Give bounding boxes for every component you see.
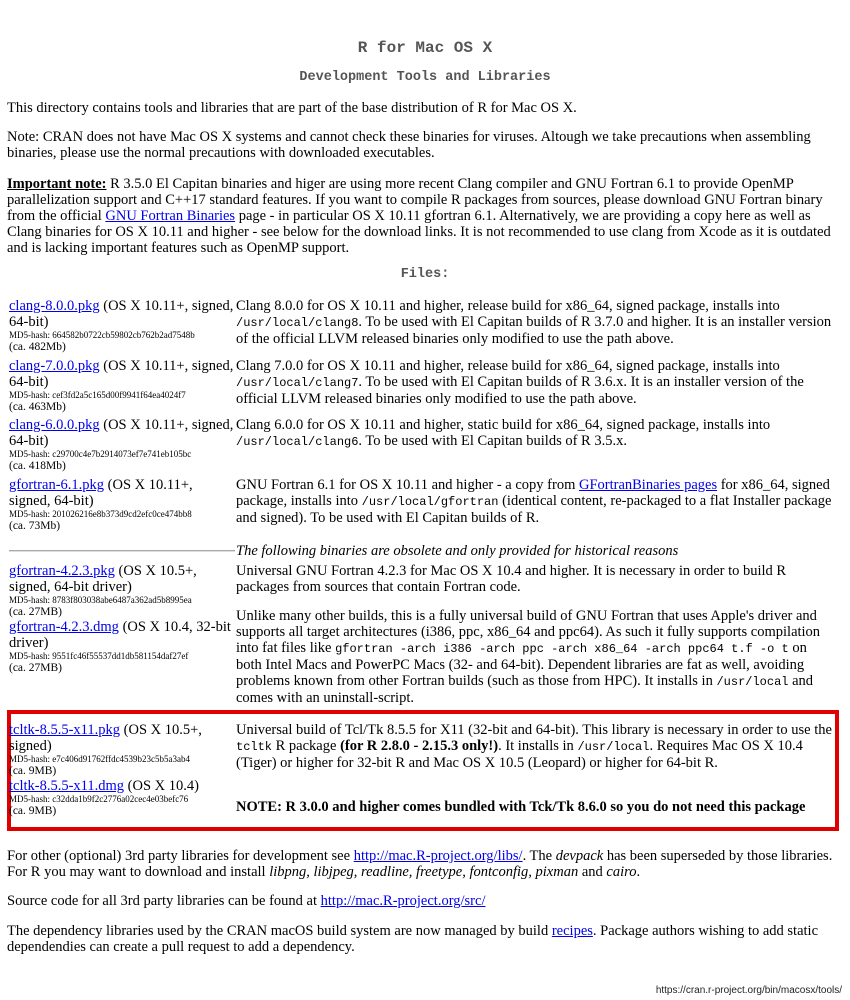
file-size: (ca. 463Mb): [9, 401, 66, 413]
libs-list: libpng, libjpeg, readline, freetype, fontconfig, pixman: [269, 864, 579, 880]
md5-hash: MD5-hash: 8783f803038abe6487a362ad5b8995ea: [9, 595, 192, 605]
md5-hash: MD5-hash: e7c406d91762ffdc4539b23c5b5a3ab4: [9, 754, 191, 764]
file-entry: [9, 358, 235, 414]
files-heading: Files:: [400, 267, 450, 282]
important-text: R 3.5.0 El Capitan binaries and higer are using more recent Clang compiler and GNU Fortran 6.1 to provide OpenMP parallelization support and C++17 standard features. If you want to compile R packages from sources, please download GNU Fortran binary from the official: [7, 176, 823, 224]
file-description: [236, 358, 836, 407]
tcltk-note-text: NOTE: R 3.0.0 and higher comes bundled with Tck/Tk 8.6.0 so you do not need this package: [236, 799, 806, 815]
file-meta: (OS X 10.4, 32-bit driver): [9, 619, 231, 651]
file-description: [236, 298, 836, 347]
md5-hash: MD5-hash: 9551fc46f55537dd1db581154daf27ef: [9, 651, 189, 661]
important-note: [7, 176, 843, 256]
file-link-gfortran-6-1[interactable]: gfortran-6.1.pkg: [9, 477, 105, 493]
file-entry: [9, 778, 235, 818]
cairo-text: cairo: [606, 864, 637, 880]
src-link[interactable]: http://mac.R-project.org/src/: [320, 893, 486, 909]
file-link-gfortran-4-2-3-dmg[interactable]: gfortran-4.2.3.dmg: [9, 619, 119, 635]
desc-text-2: on both Intel Macs and PowerPC Macs (32- and 64-bit). Dependent libraries are fat as well, avoiding problems known from other Fortran builds (such as those from HPC). It installs in: [236, 640, 807, 689]
file-meta: (OS X 10.11+, signed, 64-bit): [9, 358, 234, 390]
file-size: (ca. 27MB): [9, 606, 63, 618]
intro-text: This directory contains tools and libraries that are part of the base distribution of R for Mac OS X.: [7, 100, 577, 116]
install-path: /usr/local/clang6: [236, 435, 359, 449]
file-meta: (OS X 10.5+, signed, 64-bit driver): [9, 563, 197, 595]
file-link-clang-6[interactable]: clang-6.0.0.pkg: [9, 417, 100, 433]
obsolete-note-text: The following binaries are obsolete and only provided for historical reasons: [236, 543, 679, 559]
file-link-clang-7[interactable]: clang-7.0.0.pkg: [9, 358, 100, 374]
desc-text: GNU Fortran 6.1 for OS X 10.11 and higher - a copy from: [236, 477, 579, 493]
tcltk-note: [236, 799, 836, 815]
page-title: R for Mac OS X: [357, 39, 493, 57]
file-entry: [9, 722, 235, 778]
other-text-5: .: [636, 864, 641, 880]
file-link-clang-8[interactable]: clang-8.0.0.pkg: [9, 298, 100, 314]
libs-link[interactable]: http://mac.R-project.org/libs/: [353, 848, 523, 864]
md5-hash: MD5-hash: c29700c4e7b2914073ef7e741eb105bc: [9, 449, 192, 459]
desc-text-1b: for x86_64, signed package, installs into: [236, 477, 830, 509]
file-size: (ca. 482Mb): [9, 341, 66, 353]
file-meta: (OS X 10.5+, signed): [9, 722, 202, 754]
compile-command: gfortran -arch i386 -arch ppc -arch x86_64 -arch ppc64 t.f -o t: [335, 642, 789, 656]
desc-text: Universal GNU Fortran 4.2.3 for Mac OS X 10.4 and higher. It is necessary in order to build R packages from sources that contain Fortran code.: [236, 563, 787, 595]
deps-text-2: . Package authors wishing to add static dependendies can create a pull request to add a dependency.: [7, 923, 819, 955]
version-range: (for R 2.8.0 - 2.15.3 only!): [340, 738, 499, 754]
file-entry: [9, 563, 235, 619]
file-meta: (OS X 10.11+, signed, 64-bit): [9, 417, 234, 449]
important-label: Important note:: [7, 176, 107, 192]
recipes-link[interactable]: recipes: [551, 923, 593, 939]
source-text: Source code for all 3rd party libraries can be found at: [7, 893, 321, 909]
file-description: [236, 417, 836, 450]
other-text-1: For other (optional) 3rd party libraries for development see: [7, 848, 354, 864]
file-link-gfortran-4-2-3-pkg[interactable]: gfortran-4.2.3.pkg: [9, 563, 115, 579]
gnu-fortran-binaries-link[interactable]: GNU Fortran Binaries: [105, 208, 236, 224]
other-text-3: has been superseded by those libraries. For R you may want to download and install: [7, 848, 833, 880]
other-text-4: and: [578, 864, 607, 880]
file-meta: (OS X 10.11+, signed, 64-bit): [9, 298, 234, 330]
dependency-text: [7, 923, 843, 955]
desc-text-b: R package: [272, 738, 341, 754]
file-description: [236, 722, 836, 771]
file-size: (ca. 418Mb): [9, 460, 66, 472]
desc-text-d: . Requires Mac OS X 10.4 (Tiger) or higher for 32-bit R and Mac OS X 10.5 (Leopard) or higher for 64-bit R.: [236, 738, 803, 771]
desc-text-3: and comes with an uninstall-script.: [236, 673, 814, 706]
file-description: [236, 477, 836, 526]
install-path: /usr/local: [577, 740, 650, 754]
divider: [9, 550, 235, 552]
file-entry: [9, 477, 235, 533]
install-path: /usr/local/gfortran: [361, 495, 499, 509]
install-path: /usr/local: [716, 675, 789, 689]
package-name: tcltk: [236, 740, 273, 754]
note-text: Note: CRAN does not have Mac OS X systems and cannot check these binaries for viruses. Altough we take precautions when assembling binaries, please use the normal precautions with downloaded executables.: [7, 129, 811, 161]
page-url: https://cran.r-project.org/bin/macosx/tools/: [655, 985, 842, 996]
desc-text-2: . To be used with El Capitan builds of R 3.7.0 and higher. It is an installer version of the official LLVM released binaries only modified to use the path above.: [236, 314, 832, 347]
file-description: [236, 563, 836, 595]
md5-hash: MD5-hash: 664582b0722cb59802cb762b2ad7548b: [9, 330, 195, 340]
desc-text: Clang 6.0.0 for OS X 10.11 and higher, static build for x86_64, signed package, installs into: [236, 417, 771, 433]
file-meta: (OS X 10.4): [124, 778, 199, 794]
other-libraries-text: [7, 848, 843, 880]
important-text-2: page - in particular OS X 10.11 gfortran 6.1. Alternatively, we are providing a copy here as well as Clang binaries for OS X 10.11 and higher - see below for the download links. It is not recommended to use clang from Xcode as it is outdated and is lacking important features such as OpenMP support.: [7, 208, 831, 256]
file-description: [236, 608, 836, 706]
obsolete-note: [236, 543, 836, 559]
gfortranbinaries-link[interactable]: GFortranBinaries pages: [578, 477, 718, 493]
desc-text-2: (identical content, re-packaged to a flat Installer package and signed). To be used with El Capitan builds of R.: [236, 493, 832, 526]
desc-text: Universal build of Tcl/Tk 8.5.5 for X11 (32-bit and 64-bit). This library is necessary in order to use the: [236, 722, 832, 738]
file-entry: [9, 417, 235, 473]
file-size: (ca. 9MB): [9, 765, 57, 777]
install-path: /usr/local/clang8: [236, 316, 359, 330]
file-size: (ca. 73Mb): [9, 520, 61, 532]
devpack-text: devpack: [555, 848, 604, 864]
md5-hash: MD5-hash: cef3fd2a5c165d00f9941f64ea4024f7: [9, 390, 186, 400]
desc-text: Clang 7.0.0 for OS X 10.11 and higher, release build for x86_64, signed package, installs into: [236, 358, 780, 374]
md5-hash: MD5-hash: c32dda1b9f2c2776a02cec4e03befc76: [9, 794, 189, 804]
file-entry: [9, 298, 235, 354]
file-size: (ca. 9MB): [9, 805, 57, 817]
file-entry: [9, 619, 235, 675]
md5-hash: MD5-hash: 201026216e8b373d9cd2efc0ce474bb8: [9, 509, 192, 519]
desc-text-2: . To be used with El Capitan builds of R 3.5.x.: [358, 433, 627, 449]
desc-text-2: . To be used with El Capitan builds of R 3.6.x. It is an installer version of the official LLVM released binaries only modified to use the path above.: [236, 374, 804, 407]
install-path: /usr/local/clang7: [236, 376, 359, 390]
other-text-2: . The: [522, 848, 556, 864]
file-meta: (OS X 10.11+, signed, 64-bit): [9, 477, 193, 509]
file-link-tcltk-pkg[interactable]: tcltk-8.5.5-x11.pkg: [9, 722, 121, 738]
desc-text: Unlike many other builds, this is a fully universal build of GNU Fortran that uses Apple's driver and supports all target architectures (i386, ppc, x86_64 and ppc64). As such it fully supports compilation into fat files like: [236, 608, 821, 656]
deps-text-1: The dependency libraries used by the CRAN macOS build system are now managed by build: [7, 923, 552, 939]
file-link-tcltk-dmg[interactable]: tcltk-8.5.5-x11.dmg: [9, 778, 125, 794]
file-size: (ca. 27MB): [9, 662, 63, 674]
source-code-text: [7, 893, 843, 909]
desc-text-c: . It installs in: [498, 738, 578, 754]
page-subtitle: Development Tools and Libraries: [299, 70, 551, 85]
desc-text: Clang 8.0.0 for OS X 10.11 and higher, release build for x86_64, signed package, installs into: [236, 298, 780, 314]
